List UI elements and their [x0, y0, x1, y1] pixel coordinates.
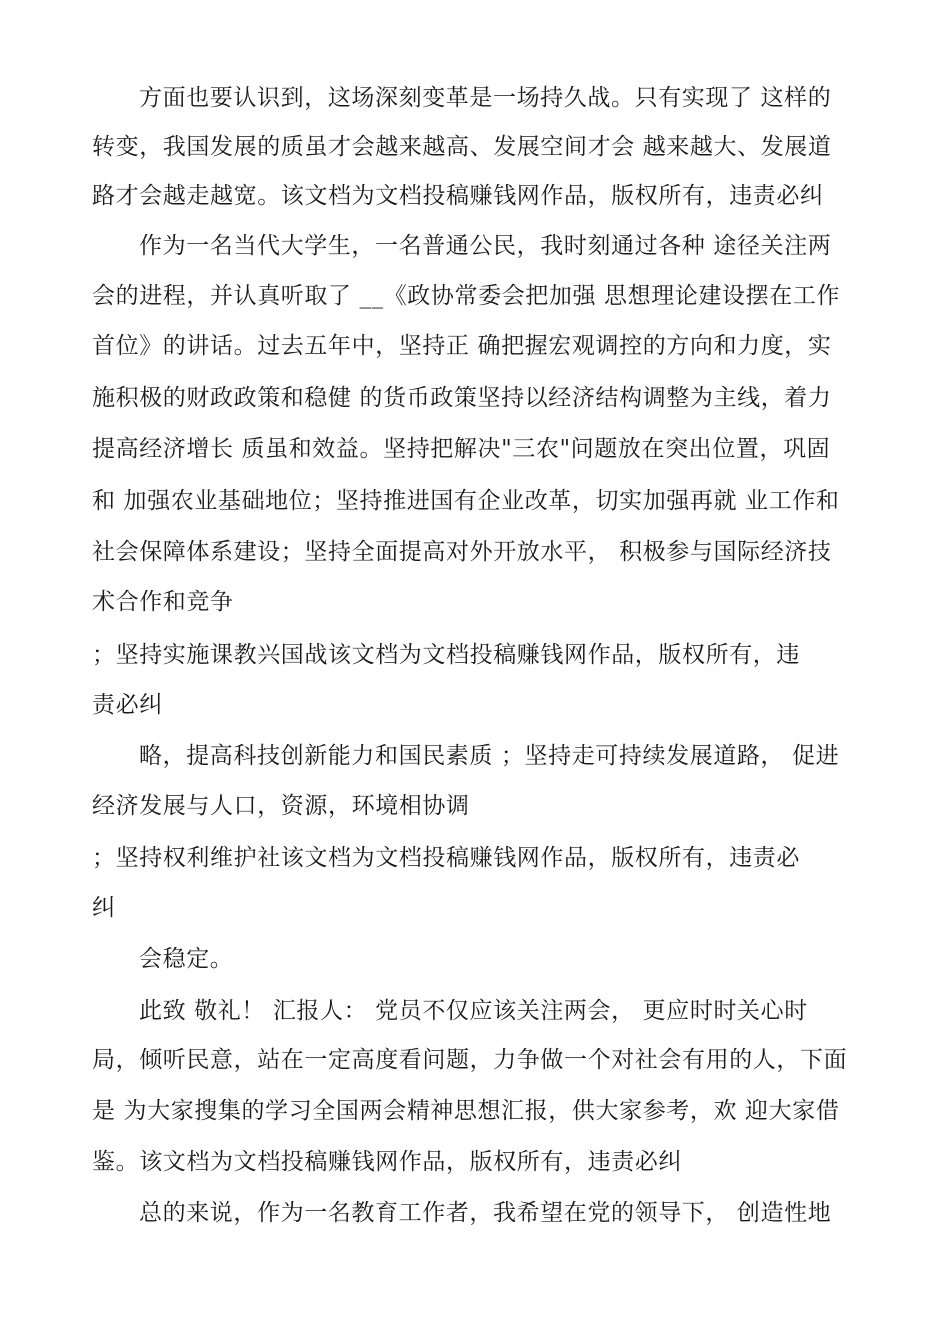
text-line: ；坚持权利维护社该文档为文档投稿赚钱网作品，版权所有，违责必	[92, 845, 800, 871]
text-line: 鉴。该文档为文档投稿赚钱网作品，版权所有，违责必纠	[92, 1149, 682, 1175]
text-line: 提高经济增长 质虽和效益。坚持把解决"三农"问题放在突出位置，巩固	[92, 436, 831, 462]
text-line: 经济发展与人口，资源，环境相协调	[92, 793, 470, 819]
text-line: 施积极的财政政策和稳健 的货币政策坚持以经济结构调整为主线，着力	[92, 385, 832, 411]
text-line: 局，倾听民意，站在一定高度看问题，力争做一个对社会有用的人，下面	[92, 1047, 848, 1073]
text-line: 术合作和竞争	[92, 589, 234, 615]
text-line: ；坚持实施课教兴国战该文档为文档投稿赚钱网作品，版权所有，违	[92, 642, 800, 668]
text-line: 会稳定。	[139, 946, 234, 972]
text-line: 会的进程，并认真听取了 __《政协常委会把加强 思想理论建设摆在工作	[92, 283, 841, 309]
text-line: 是 为大家搜集的学习全国两会精神思想汇报，供大家参考，欢 迎大家借	[92, 1098, 840, 1124]
text-line: 总的来说，作为一名教育工作者，我希望在党的领导下， 创造性地	[139, 1200, 832, 1226]
text-line: 转变，我国发展的质虽才会越来越高、发展空间才会 越来越大、发展道	[92, 134, 832, 160]
text-line: 和 加强农业基础地位；坚持推进国有企业改革，切实加强再就 业工作和	[92, 488, 840, 514]
text-line: 路才会越走越宽。该文档为文档投稿赚钱网作品，版权所有，违责必纠	[92, 183, 824, 209]
text-line: 社会保障体系建设；坚持全面提高对外开放水平， 积极参与国际经济技	[92, 539, 832, 565]
text-line: 方面也要认识到，这场深刻变革是一场持久战。只有实现了 这样的	[139, 85, 832, 111]
text-line: 略，提高科技创新能力和国民素质 ；坚持走可持续发展道路， 促进	[139, 743, 840, 769]
text-line: 此致 敬礼！ 汇报人： 党员不仅应该关注两会， 更应时时关心时	[139, 998, 808, 1024]
text-line: 作为一名当代大学生，一名普通公民，我时刻通过各种 途径关注两	[139, 233, 832, 259]
text-line: 纠	[92, 895, 116, 921]
text-line: 首位》的讲话。过去五年中，坚持正 确把握宏观调控的方向和力度，实	[92, 333, 832, 359]
text-line: 责必纠	[92, 692, 163, 718]
